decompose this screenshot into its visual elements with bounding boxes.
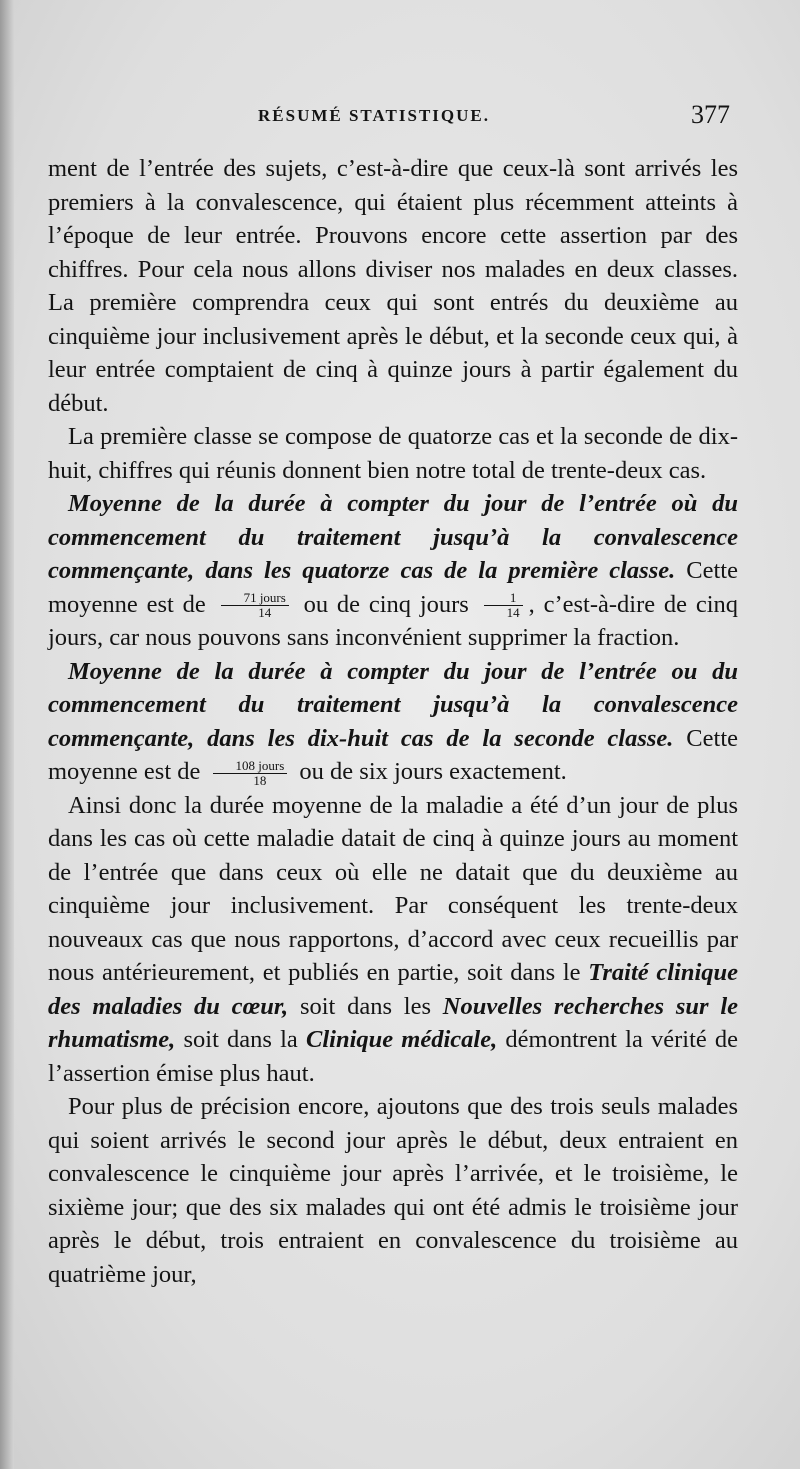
paragraph-5-text-c: soit dans la — [183, 1026, 298, 1053]
paragraph-5 — [48, 789, 738, 1091]
fraction-108-over-18 — [213, 759, 288, 788]
paragraph-4-text-b: ou de six jours exactement. — [299, 758, 567, 785]
paragraph-2: La première classe se compose de quatorze cas et la seconde de dix-huit, chiffres qui réunis donnent bien notre total de trente-deux cas. — [48, 423, 738, 484]
paragraph-1: ment de l’entrée des sujets, c’est-à-dire que ceux-là sont arrivés les premiers à la convalescence, qui étaient plus récemment atteints à l’époque de leur entrée. Prouvons encore cette assertion par des chiffres. Pour cela nous allons diviser nos malades en deux classes. La première comprendra ceux qui sont entrés du deuxième au cinquième jour inclusivement après le début, et la seconde ceux qui, à leur entrée comptaient de cinq à quinze jours à partir également du début. — [48, 155, 738, 417]
fraction-71-over-14 — [221, 591, 289, 620]
paragraph-6: Pour plus de précision encore, ajoutons que des trois seuls malades qui soient arrivés le second jour après le début, deux entraient en convalescence le cinquième jour après l’arrivée, et le troisième, le sixième jour; que des six malades qui ont été admis le troisième jour après le début, trois entraient en convalescence du troisième au quatrième jour, — [48, 1093, 738, 1288]
fraction-numerator: 108 jours — [213, 759, 288, 774]
fraction-1-over-14 — [484, 591, 523, 620]
paragraph-5-text-a: Ainsi donc la durée moyenne de la maladie a été d’un jour de plus dans les cas où cette maladie datait de cinq à quinze jours au moment de l’entrée que dans ceux où elle ne datait que du deuxième au cinquième jour inclusivement. Par conséquent les trente-deux nouveaux cas que nous rapportons, d’accord avec ceux recueillis par nous antérieurement, et publiés en partie, soit dans le — [48, 791, 738, 986]
paragraph-4-text-a: Cette moyenne est de — [48, 724, 739, 785]
running-title: RÉSUMÉ STATISTIQUE. — [258, 106, 490, 125]
fraction-denominator: 14 — [258, 605, 272, 621]
paragraph-3 — [48, 487, 738, 655]
paragraph-4 — [48, 655, 738, 789]
section-heading-first-class: Moyenne de la durée à compter du jour de l’entrée où du commencement du traitement jusqu’à la convalescence commençante, dans les quatorze cas de la première classe. — [48, 490, 738, 584]
body-text — [48, 152, 738, 1291]
paragraph-3-text-a: Cette moyenne est de — [48, 557, 738, 618]
page-binding-edge — [0, 0, 14, 1469]
book-title-clinique: Clinique médicale, — [305, 1026, 498, 1053]
book-title-nouvelles-recherches: Nouvelles recherches sur le rhumatisme, — [48, 992, 738, 1053]
fraction-numerator: 1 — [484, 591, 523, 606]
fraction-denominator: 14 — [506, 605, 520, 621]
paragraph-3-text-c: , c’est-à-dire de cinq jours, car nous pouvons sans inconvénient supprimer la fraction. — [48, 590, 739, 651]
paragraph-5-text-d: démontrent la vérité de l’assertion émise plus haut. — [48, 1026, 739, 1087]
fraction-numerator: 71 jours — [221, 591, 289, 606]
page-header — [48, 100, 738, 136]
section-heading-second-class: Moyenne de la durée à compter du jour de l’entrée ou du commencement du traitement jusqu’à la convalescence commençante, dans les dix-huit cas de la seconde classe. — [48, 657, 738, 752]
paragraph-3-text-b: ou de cinq jours — [303, 590, 469, 618]
fraction-denominator: 18 — [253, 772, 267, 788]
book-title-traite: Traité clinique des maladies du cœur, — [48, 959, 739, 1020]
paragraph-5-text-b: soit dans les — [299, 992, 431, 1020]
page-number: 377 — [691, 100, 730, 129]
